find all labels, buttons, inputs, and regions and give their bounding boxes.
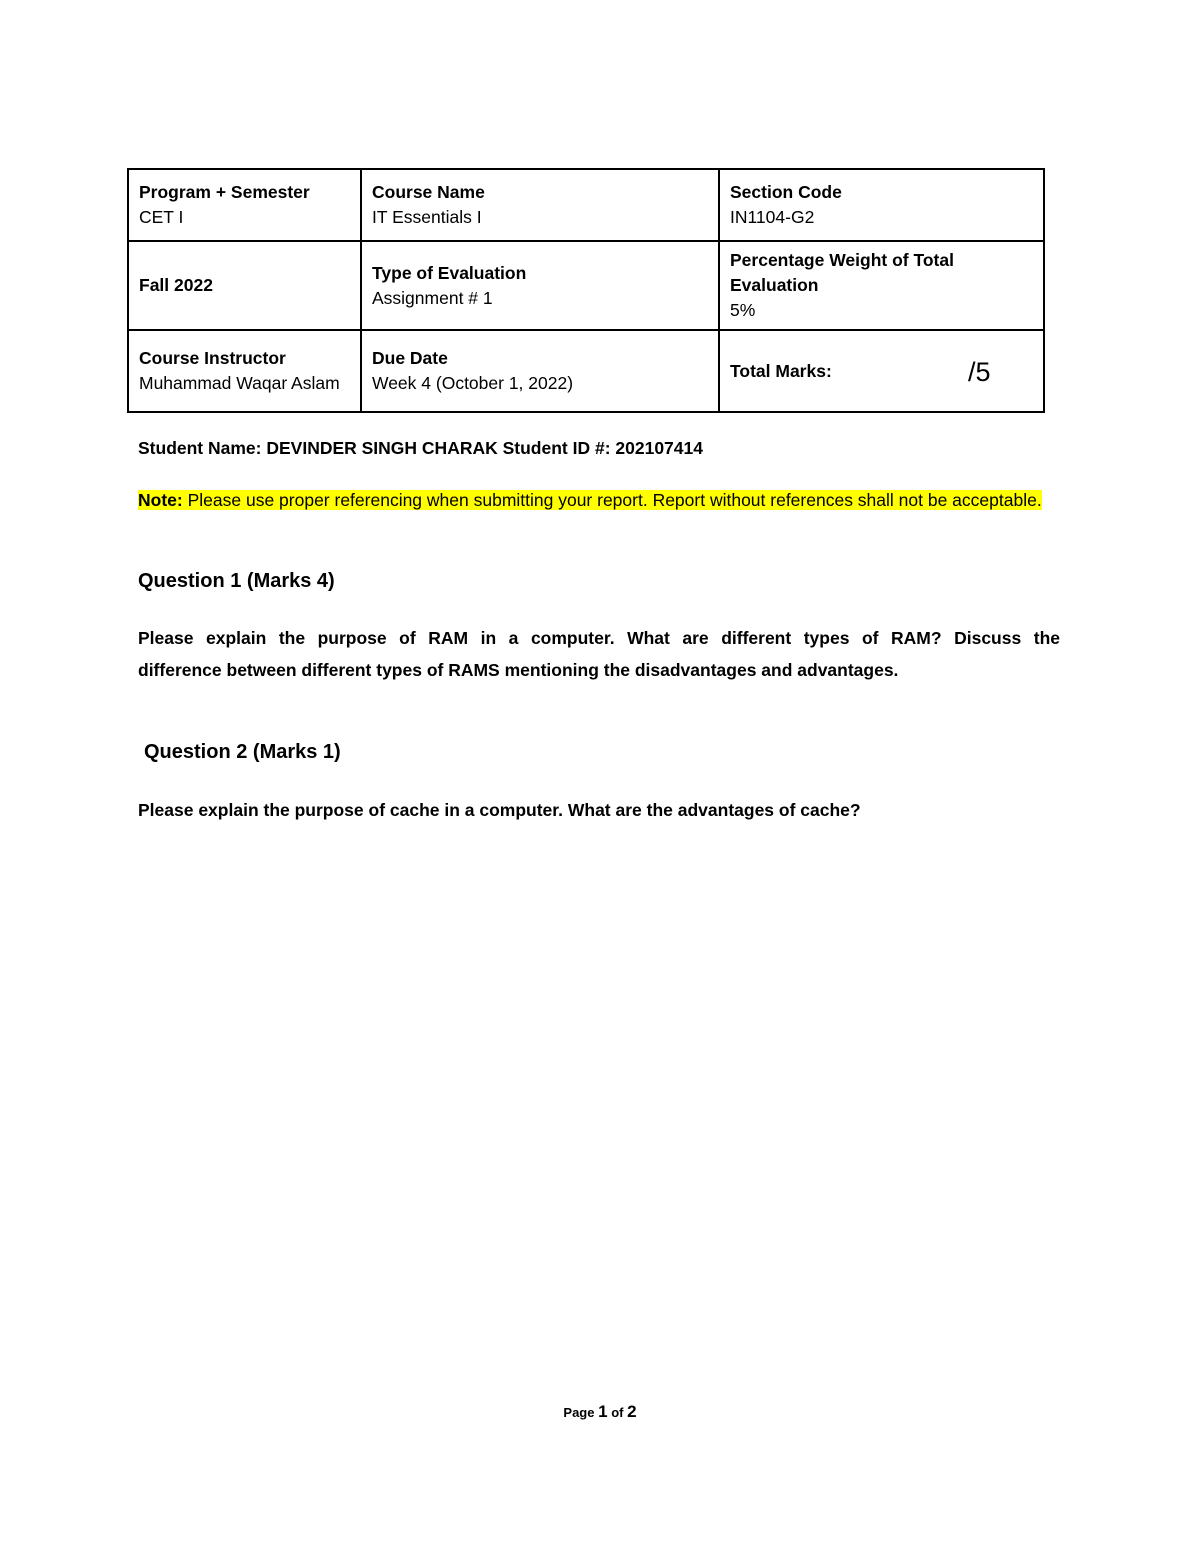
section-code-value: IN1104-G2: [730, 207, 815, 227]
program-cell: [128, 169, 361, 241]
term-cell: [128, 241, 361, 330]
note-separator: [183, 490, 188, 510]
footer-of-word: of: [611, 1405, 624, 1420]
section-code-label: Section Code: [730, 182, 842, 202]
evaluation-type-label: Type of Evaluation: [372, 262, 527, 283]
question-1-body: [138, 622, 1060, 686]
note-prefix: Note:: [138, 490, 183, 510]
footer-total-pages: 2: [627, 1402, 637, 1421]
course-info-table: [127, 168, 1045, 413]
question-1-line-2: difference between different types of RAMS mentioning the disadvantages and advantages.: [138, 660, 899, 680]
footer-page-word: Page: [563, 1405, 595, 1420]
instructor-label: Course Instructor: [139, 348, 286, 368]
question-1-line-1: Please explain the purpose of RAM in a computer. What are different types of RAM? Discuss the: [138, 628, 1060, 648]
footer-current-page: 1: [598, 1402, 608, 1421]
question-2-body: Please explain the purpose of cache in a computer. What are the advantages of cache?: [138, 800, 861, 820]
due-date-value: Week 4 (October 1, 2022): [372, 373, 574, 393]
course-name-cell: [361, 169, 719, 241]
instructor-value: Muhammad Waqar Aslam: [139, 373, 340, 393]
total-marks-value: /5: [968, 357, 991, 387]
term-label: Fall 2022: [139, 275, 213, 295]
due-date-cell: [361, 330, 719, 412]
total-marks-label: Total Marks:: [730, 360, 832, 381]
weight-label: Percentage Weight of Total Evaluation: [730, 250, 954, 295]
instructor-cell: [128, 330, 361, 412]
program-value: CET I: [139, 207, 184, 227]
evaluation-type-value: Assignment # 1: [372, 287, 493, 308]
question-2-title: Question 2 (Marks 1): [144, 741, 341, 763]
evaluation-type-cell: [361, 241, 719, 330]
course-name-label: Course Name: [372, 182, 485, 202]
course-name-value: IT Essentials I: [372, 207, 482, 227]
page-footer: [0, 1401, 1200, 1424]
table-row: [128, 330, 1044, 412]
note-paragraph: [138, 487, 1062, 514]
table-row: [128, 169, 1044, 241]
note-text: Please use proper referencing when submitting your report. Report without references shall not be acceptable.: [187, 490, 1042, 510]
weight-cell: [719, 241, 1044, 330]
section-code-cell: [719, 169, 1044, 241]
due-date-label: Due Date: [372, 348, 448, 368]
total-marks-cell: [719, 330, 1044, 412]
table-row: [128, 241, 1044, 330]
weight-value: 5%: [730, 300, 756, 320]
student-info: Student Name: DEVINDER SINGH CHARAK Student ID #: 202107414: [138, 438, 703, 458]
question-1-title: Question 1 (Marks 4): [138, 570, 335, 592]
program-label: Program + Semester: [139, 182, 310, 202]
